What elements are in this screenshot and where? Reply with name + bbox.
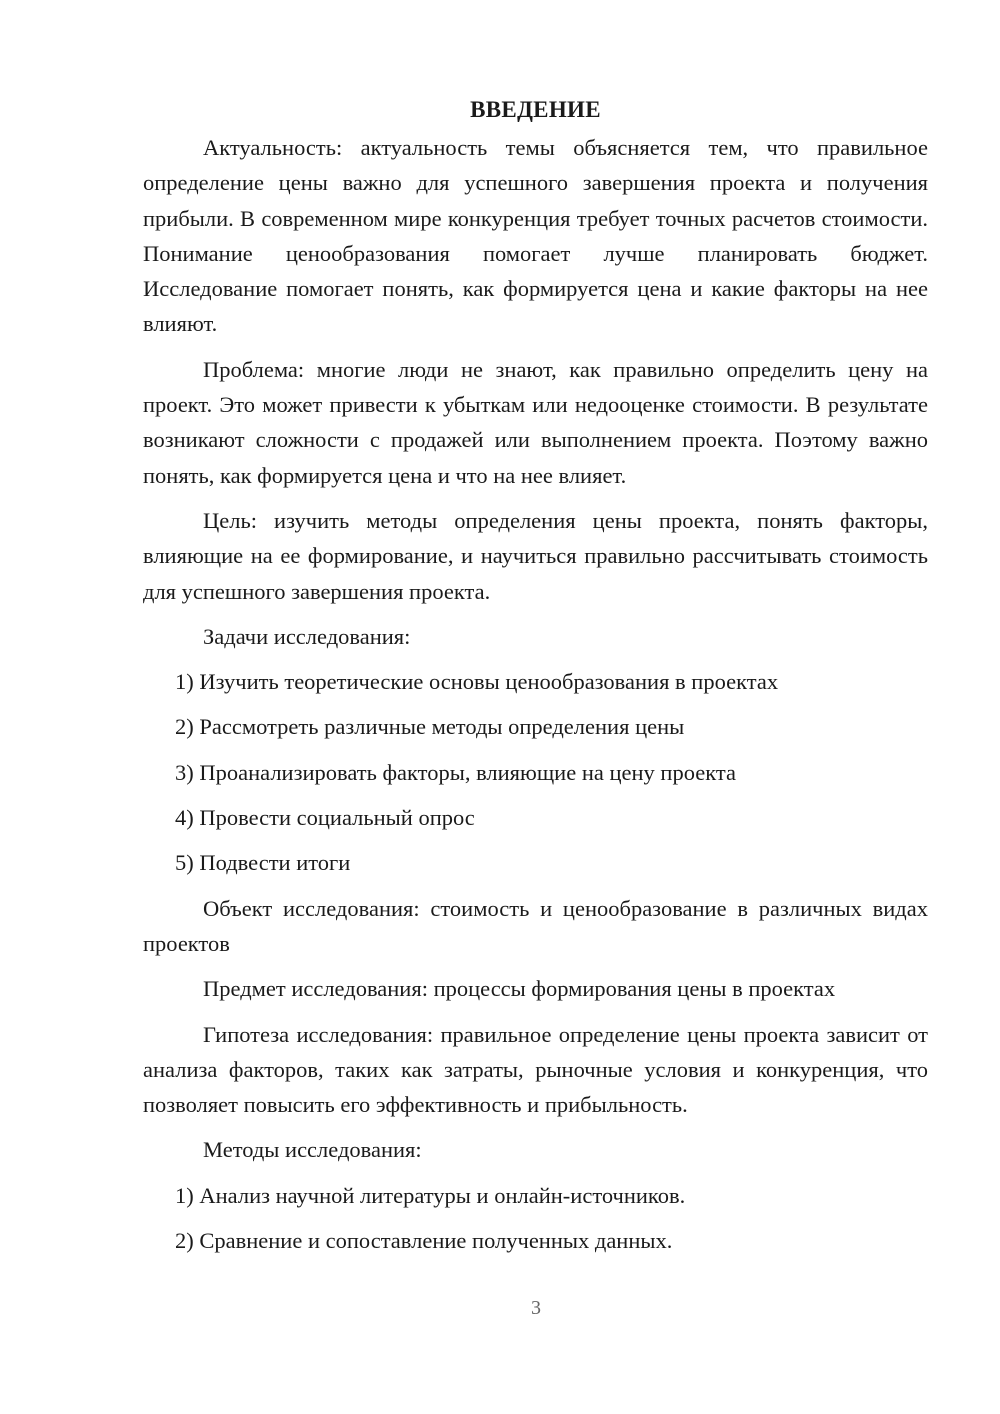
methods-label: Методы исследования: xyxy=(203,1137,422,1163)
task-item-1: 1) Изучить теоретические основы ценообразования в проектах xyxy=(175,669,779,695)
page-title: ВВЕДЕНИЕ xyxy=(470,97,601,122)
problem-paragraph: Проблема: многие люди не знают, как правильно определить цену на проект. Это может привести к убыткам или недооценке стоимости. В результате возникают сложности с продажей или выполнением проекта. Поэтому важно понять, как формируется цена и что на нее влияет. xyxy=(143,356,928,488)
task-item-4: 4) Провести социальный опрос xyxy=(175,805,475,831)
page-number: 3 xyxy=(531,1297,541,1319)
method-item-1: 1) Анализ научной литературы и онлайн-источников. xyxy=(175,1182,686,1208)
subject-paragraph: Предмет исследования: процессы формирования цены в проектах xyxy=(203,976,836,1002)
object-paragraph: Объект исследования: стоимость и ценообразование в различных видах проектов xyxy=(143,895,928,956)
hypothesis-paragraph: Гипотеза исследования: правильное определение цены проекта зависит от анализа факторов, таких как затраты, рыночные условия и конкуренция, что позволяет повысить его эффективность и прибыльность. xyxy=(143,1021,928,1118)
page-content xyxy=(143,92,928,1268)
task-item-5: 5) Подвести итоги xyxy=(175,850,351,876)
task-item-3: 3) Проанализировать факторы, влияющие на цену проекта xyxy=(175,759,736,785)
goal-paragraph: Цель: изучить методы определения цены проекта, понять факторы, влияющие на ее формирование, и научиться правильно рассчитывать стоимость для успешного завершения проекта. xyxy=(143,507,928,604)
tasks-label: Задачи исследования: xyxy=(203,623,411,649)
relevance-paragraph: Актуальность: актуальность темы объясняется тем, что правильное определение цены важно для успешного завершения проекта и получения прибыли. В современном мире конкуренция требует точных расчетов стоимости. Понимание ценообразования помогает лучше планировать бюджет. Исследование помогает понять, как формируется цена и какие факторы на нее влияют. xyxy=(143,135,928,337)
method-item-2: 2) Сравнение и сопоставление полученных данных. xyxy=(175,1228,673,1254)
task-item-2: 2) Рассмотреть различные методы определения цены xyxy=(175,714,685,740)
